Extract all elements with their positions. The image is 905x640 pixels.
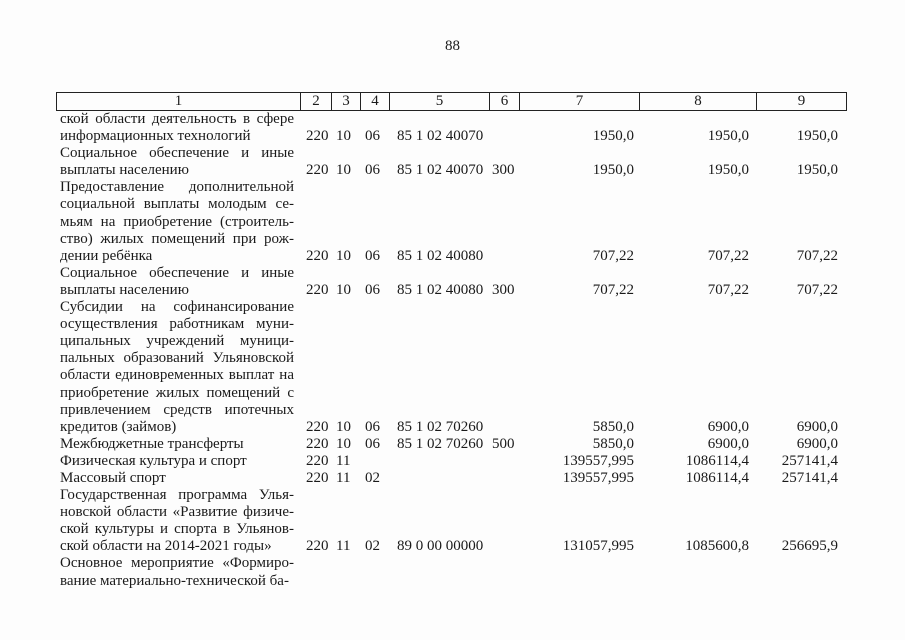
- cell-col-6: 500: [492, 435, 515, 452]
- description-line: области единовременных выплат на: [60, 367, 294, 384]
- table-row: [60, 555, 850, 589]
- table-row: [60, 470, 850, 487]
- description-line: социальной выплаты молодым се-: [60, 196, 294, 213]
- description-line: привлечением средств ипотечных: [60, 401, 294, 418]
- cell-col-5: 85 1 02 40070: [397, 128, 484, 145]
- description-line: кредитов (займов): [60, 418, 177, 435]
- cell-col-2: 220: [306, 281, 329, 298]
- cell-col-5: 85 1 02 70260: [397, 435, 484, 452]
- cell-col-3: 10: [336, 435, 351, 452]
- cell-col-3: 10: [336, 247, 351, 264]
- cell-col-3: 10: [336, 281, 351, 298]
- description-line: Основное мероприятие «Формиро-: [60, 555, 294, 572]
- cell-col-7: 1950,0: [592, 128, 634, 145]
- column-header-8: 8: [640, 93, 757, 111]
- description-line: вание материально-технической ба-: [60, 572, 289, 589]
- cell-col-8: 707,22: [707, 281, 749, 298]
- cell-col-4: 06: [365, 162, 380, 179]
- cell-col-4: 06: [365, 435, 380, 452]
- cell-col-2: 220: [306, 128, 329, 145]
- cell-col-7: 707,22: [592, 247, 634, 264]
- cell-col-5: 89 0 00 00000: [397, 538, 484, 555]
- description-line: приобретение жилых помещений с: [60, 384, 294, 401]
- cell-col-9: 6900,0: [796, 418, 838, 435]
- cell-col-8: 1950,0: [707, 162, 749, 179]
- cell-col-9: 257141,4: [781, 469, 838, 486]
- row-description: [60, 299, 294, 436]
- description-line: пальных образований Ульяновской: [60, 350, 294, 367]
- cell-col-9: 1950,0: [796, 128, 838, 145]
- cell-col-2: 220: [306, 469, 329, 486]
- description-line: Социальное обеспечение и иные: [60, 264, 294, 281]
- cell-col-8: 1085600,8: [685, 538, 749, 555]
- description-line: информационных технологий: [60, 128, 251, 145]
- column-header-row: [56, 92, 847, 111]
- cell-col-5: 85 1 02 40080: [397, 247, 484, 264]
- cell-col-5: 85 1 02 40080: [397, 281, 484, 298]
- cell-col-9: 256695,9: [781, 538, 838, 555]
- cell-col-4: 06: [365, 128, 380, 145]
- cell-col-2: 220: [306, 162, 329, 179]
- cell-col-8: 707,22: [707, 247, 749, 264]
- table-row: [60, 487, 850, 555]
- cell-col-9: 707,22: [796, 281, 838, 298]
- description-line: ципальных учреждений муници-: [60, 333, 294, 350]
- description-line: ство) жилых помещений при рож-: [60, 230, 294, 247]
- description-line: Предоставление дополнительной: [60, 179, 294, 196]
- cell-col-9: 707,22: [796, 247, 838, 264]
- cell-col-7: 139557,995: [562, 452, 634, 469]
- description-line: выплаты населению: [60, 162, 189, 179]
- cell-col-3: 11: [336, 469, 351, 486]
- cell-col-5: 85 1 02 70260: [397, 418, 484, 435]
- cell-col-6: 300: [492, 281, 515, 298]
- cell-col-6: 300: [492, 162, 515, 179]
- description-line: ской области деятельность в сфере: [60, 111, 294, 127]
- cell-col-7: 707,22: [592, 281, 634, 298]
- cell-col-4: 06: [365, 418, 380, 435]
- table-row: [60, 299, 850, 436]
- description-line: выплаты населению: [60, 281, 189, 298]
- cell-col-4: 02: [365, 538, 380, 555]
- cell-col-7: 131057,995: [562, 538, 634, 555]
- cell-col-9: 6900,0: [796, 435, 838, 452]
- cell-col-7: 1950,0: [592, 162, 634, 179]
- table-row: [60, 265, 850, 299]
- cell-col-3: 10: [336, 128, 351, 145]
- cell-col-8: 6900,0: [707, 435, 749, 452]
- column-header-6: 6: [490, 93, 520, 111]
- cell-col-3: 11: [336, 452, 351, 469]
- description-line: ской области на 2014-2021 годы»: [60, 538, 272, 555]
- column-header-2: 2: [301, 93, 332, 111]
- cell-col-7: 5850,0: [592, 418, 634, 435]
- table-row: [60, 436, 850, 453]
- table-row: [60, 111, 850, 145]
- cell-col-5: 85 1 02 40070: [397, 162, 484, 179]
- page-number: 88: [445, 38, 460, 54]
- description-line: новской области «Развитие физиче-: [60, 504, 294, 521]
- table-row: [60, 453, 850, 470]
- column-header-5: 5: [390, 93, 490, 111]
- column-header-4: 4: [361, 93, 390, 111]
- table-row: [60, 179, 850, 264]
- description-line: Физическая культура и спорт: [60, 452, 247, 469]
- cell-col-3: 11: [336, 538, 351, 555]
- cell-col-4: 06: [365, 247, 380, 264]
- column-header-1: 1: [57, 93, 301, 111]
- table-row: [60, 145, 850, 179]
- description-line: Социальное обеспечение и иные: [60, 145, 294, 162]
- cell-col-7: 139557,995: [562, 469, 634, 486]
- description-line: мьям на приобретение (строитель-: [60, 213, 294, 230]
- budget-table-body: [60, 111, 850, 590]
- cell-col-9: 257141,4: [781, 452, 838, 469]
- cell-col-4: 02: [365, 469, 380, 486]
- cell-col-3: 10: [336, 162, 351, 179]
- description-line: Субсидии на софинансирование: [60, 299, 294, 316]
- description-line: осуществления работникам муни-: [60, 316, 294, 333]
- cell-col-8: 1086114,4: [685, 452, 749, 469]
- description-line: Массовый спорт: [60, 469, 166, 486]
- cell-col-2: 220: [306, 435, 329, 452]
- description-line: дении ребёнка: [60, 247, 153, 264]
- cell-col-9: 1950,0: [796, 162, 838, 179]
- column-header-3: 3: [332, 93, 361, 111]
- cell-col-2: 220: [306, 538, 329, 555]
- cell-col-7: 5850,0: [592, 435, 634, 452]
- cell-col-3: 10: [336, 418, 351, 435]
- description-line: ской культуры и спорта в Ульянов-: [60, 521, 294, 538]
- cell-col-2: 220: [306, 418, 329, 435]
- cell-col-4: 06: [365, 281, 380, 298]
- description-line: Межбюджетные трансферты: [60, 435, 244, 452]
- description-line: Государственная программа Улья-: [60, 487, 294, 504]
- cell-col-8: 1086114,4: [685, 469, 749, 486]
- cell-col-2: 220: [306, 247, 329, 264]
- cell-col-8: 1950,0: [707, 128, 749, 145]
- column-header-9: 9: [757, 93, 847, 111]
- column-header-7: 7: [520, 93, 640, 111]
- cell-col-8: 6900,0: [707, 418, 749, 435]
- cell-col-2: 220: [306, 452, 329, 469]
